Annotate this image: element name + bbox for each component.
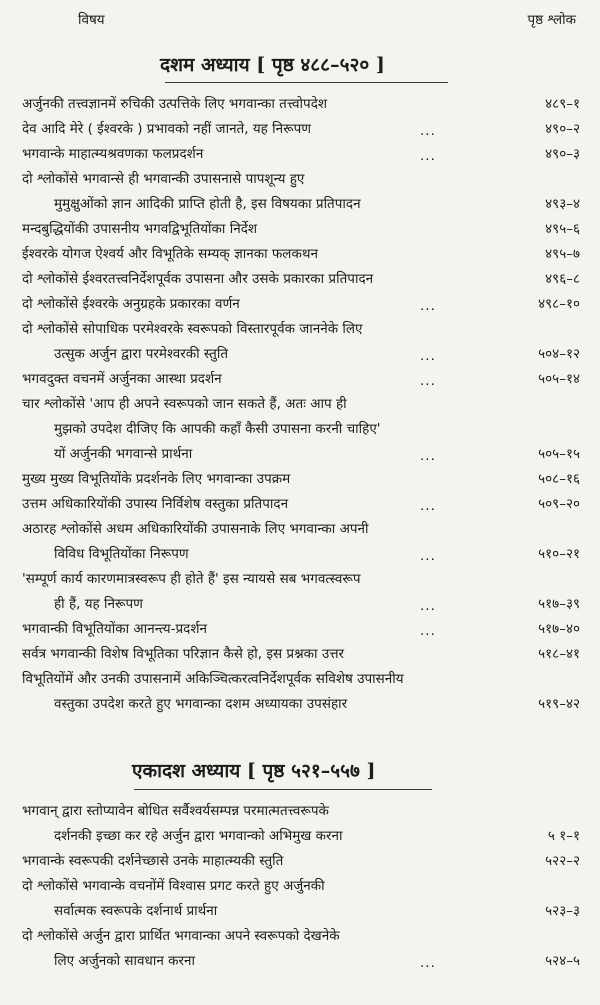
entry-text: दो श्लोकोंसे भगवान्से ही भगवान्की उपासनासे पापशून्य हुए xyxy=(22,171,305,187)
page-verse-ref: ४९०–३ xyxy=(545,146,580,162)
page-verse-ref: ५२२–२ xyxy=(545,853,580,869)
page-verse-ref: ४९८–१० xyxy=(538,296,580,312)
index-entry xyxy=(0,546,600,571)
entry-text: मुमुक्षुओंको ज्ञान आदिकी प्राप्ति होती है, इस विषयका प्रतिपादन xyxy=(54,196,361,212)
page-verse-ref: ५१०–२१ xyxy=(538,546,580,562)
entry-text: दो श्लोकोंसे ईश्वरके अनुग्रहके प्रकारका वर्णन xyxy=(22,296,240,312)
page-verse-ref: ५०९–२० xyxy=(538,496,580,512)
index-entry xyxy=(0,221,600,246)
index-entry xyxy=(0,96,600,121)
index-entry xyxy=(0,271,600,296)
index-entry xyxy=(0,371,600,396)
entry-text: मुख्य मुख्य विभूतियोंके प्रदर्शनके लिए भगवान्का उपक्रम xyxy=(22,471,291,487)
entry-text: दो श्लोकोंसे भगवान्के वचनोंमें विश्वास प्रगट करते हुए अर्जुनकी xyxy=(22,878,325,894)
entry-text: मन्दबुद्धियोंकी उपासनीय भगवद्विभूतियोंका निर्देश xyxy=(22,221,258,237)
index-entry xyxy=(0,621,600,646)
leader-dots: ... xyxy=(420,598,436,614)
leader-dots: ... xyxy=(420,373,436,389)
index-entry xyxy=(0,121,600,146)
index-entry xyxy=(0,196,600,221)
leader-dots: ... xyxy=(420,348,436,364)
index-entry xyxy=(0,171,600,196)
leader-dots: ... xyxy=(420,123,436,139)
entry-text: यों अर्जुनकी भगवान्से प्रार्थना xyxy=(54,446,193,462)
leader-dots: ... xyxy=(420,148,436,164)
index-entry xyxy=(0,953,600,978)
entry-text: भगवान्के माहात्म्यश्रवणका फलप्रदर्शन xyxy=(22,146,204,162)
index-entry xyxy=(0,928,600,953)
page-verse-ref: ५२४–५ xyxy=(545,953,580,969)
entry-text: दो श्लोकोंसे ईश्वरतत्त्वनिर्देशपूर्वक उपासना और उसके प्रकारका प्रतिपादन xyxy=(22,271,374,287)
entry-text: चार श्लोकोंसे 'आप ही अपने स्वरूपको जान सकते हैं, अतः आप ही xyxy=(22,396,347,412)
entry-text: ईश्वरके योगज ऐश्वर्य और विभूतिके सम्यक् ज्ञानका फलकथन xyxy=(22,246,318,262)
page-verse-ref: ४९३–४ xyxy=(545,196,580,212)
entry-text: दो श्लोकोंसे सोपाधिक परमेश्वरके स्वरूपको विस्तारपूर्वक जाननेके लिए xyxy=(22,321,363,337)
entry-text: भगवान्के स्वरूपकी दर्शनेच्छासे उनके माहात्म्यकी स्तुति xyxy=(22,853,284,869)
page-verse-ref: ४९५–७ xyxy=(545,246,580,262)
entry-text: 'सम्पूर्ण कार्य कारणमात्रस्वरूप ही होते हैं' इस न्यायसे सब भगवत्स्वरूप xyxy=(22,571,361,587)
entry-text: भगवान् द्वारा स्तोप्यावेन बोधित सर्वैश्वर्यसम्पन्न परमात्मतत्त्वरूपके xyxy=(22,803,329,819)
index-entry xyxy=(0,803,600,828)
entry-text: ही हैं, यह निरूपण xyxy=(54,596,143,612)
page-verse-ref: ५०५–१५ xyxy=(538,446,580,462)
entry-text: सर्वात्मक स्वरूपके दर्शनार्थ प्रार्थना xyxy=(54,903,218,919)
leader-dots: ... xyxy=(420,298,436,314)
entry-text: उत्सुक अर्जुन द्वारा परमेश्वरकी स्तुति xyxy=(54,346,229,362)
page-verse-ref: ४९६–८ xyxy=(545,271,580,287)
entry-text: भगवदुक्त वचनमें अर्जुनका आस्था प्रदर्शन xyxy=(22,371,222,387)
chapter-11-entries xyxy=(0,803,600,978)
entry-text: दो श्लोकोंसे अर्जुन द्वारा प्रार्थित भगवान्का अपने स्वरूपको देखनेके xyxy=(22,928,340,944)
page-verse-ref: ५०८–१६ xyxy=(538,471,580,487)
chapter-10-entries xyxy=(0,96,600,721)
page-verse-ref: ४८९–१ xyxy=(545,96,580,112)
entry-text: देव आदि मेरे ( ईश्वरके ) प्रभावको नहीं जानते, यह निरूपण xyxy=(22,121,312,137)
index-entry xyxy=(0,396,600,421)
page-verse-ref: ५ १–१ xyxy=(547,828,580,844)
index-entry xyxy=(0,446,600,471)
index-entry xyxy=(0,321,600,346)
page-verse-ref: ४९५–६ xyxy=(545,221,580,237)
entry-text: उत्तम अधिकारियोंकी उपास्य निर्विशेष वस्तुका प्रतिपादन xyxy=(22,496,289,512)
page-verse-column-label: पृष्ठ श्लोक xyxy=(527,12,576,28)
index-entry xyxy=(0,596,600,621)
index-entry xyxy=(0,571,600,596)
index-entry xyxy=(0,903,600,928)
chapter-10-heading: दशम अध्याय [ पृष्ठ ४८८–५२० ] xyxy=(160,54,385,76)
heading-underline xyxy=(165,82,448,83)
heading-underline xyxy=(134,789,432,790)
leader-dots: ... xyxy=(420,623,436,639)
index-entry xyxy=(0,346,600,371)
leader-dots: ... xyxy=(420,955,436,971)
entry-text: विभूतियोंमें और उनकी उपासनामें अकिञ्चित्करत्वनिर्देशपूर्वक सविशेष उपासनीय xyxy=(22,671,404,687)
index-entry xyxy=(0,521,600,546)
page-verse-ref: ५०५–१४ xyxy=(538,371,580,387)
leader-dots: ... xyxy=(420,548,436,564)
entry-text: सर्वत्र भगवान्की विशेष विभूतिका परिज्ञान कैसे हो, इस प्रश्नका उत्तर xyxy=(22,646,345,662)
index-entry xyxy=(0,853,600,878)
entry-text: वस्तुका उपदेश करते हुए भगवान्का दशम अध्यायका उपसंहार xyxy=(54,696,348,712)
index-entry xyxy=(0,421,600,446)
entry-text: अर्जुनकी तत्त्वज्ञानमें रुचिकी उत्पत्तिके लिए भगवान्का तत्त्वोपदेश xyxy=(22,96,328,112)
page-verse-ref: ५२३–३ xyxy=(545,903,580,919)
entry-text: अठारह श्लोकोंसे अधम अधिकारियोंकी उपासनाके लिए भगवान्का अपनी xyxy=(22,521,369,537)
leader-dots: ... xyxy=(420,448,436,464)
index-entry xyxy=(0,296,600,321)
column-header xyxy=(78,12,576,32)
page-verse-ref: ५१७–४० xyxy=(538,621,580,637)
entry-text: मुझको उपदेश दीजिए कि आपकी कहाँ कैसी उपासना करनी चाहिए' xyxy=(54,421,381,437)
index-entry xyxy=(0,878,600,903)
page-verse-ref: ५१७–३९ xyxy=(538,596,580,612)
page-verse-ref: ५१८–४१ xyxy=(538,646,580,662)
entry-text: दर्शनकी इच्छा कर रहे अर्जुन द्वारा भगवान्को अभिमुख करना xyxy=(54,828,343,844)
index-entry xyxy=(0,671,600,696)
page-verse-ref: ५१९–४२ xyxy=(538,696,580,712)
page-verse-ref: ४९०–२ xyxy=(545,121,580,137)
index-entry xyxy=(0,646,600,671)
index-entry xyxy=(0,246,600,271)
index-entry xyxy=(0,471,600,496)
index-entry xyxy=(0,146,600,171)
page-verse-ref: ५०४–१२ xyxy=(538,346,580,362)
leader-dots: ... xyxy=(420,498,436,514)
chapter-11-heading: एकादश अध्याय [ पृष्ठ ५२१–५५७ ] xyxy=(132,760,376,782)
entry-text: विविध विभूतियोंका निरूपण xyxy=(54,546,189,562)
index-entry xyxy=(0,696,600,721)
index-entry xyxy=(0,496,600,521)
index-entry xyxy=(0,828,600,853)
entry-text: भगवान्की विभूतियोंका आनन्त्य-प्रदर्शन xyxy=(22,621,208,637)
subject-column-label: विषय xyxy=(78,12,105,28)
entry-text: लिए अर्जुनको सावधान करना xyxy=(54,953,195,969)
